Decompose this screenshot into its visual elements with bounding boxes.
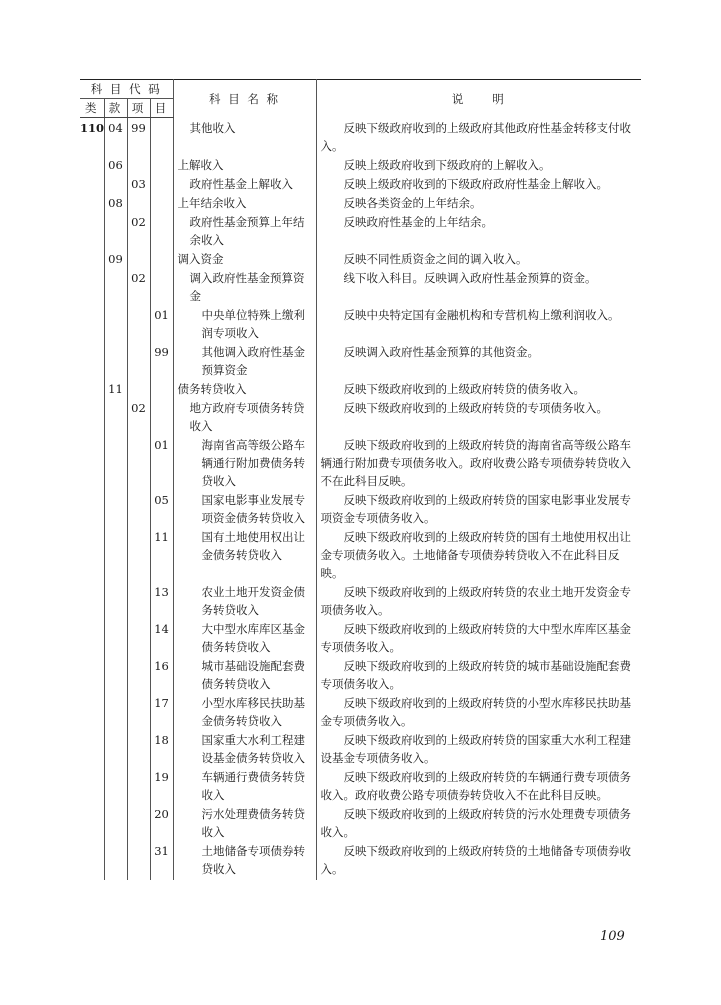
table-row xyxy=(80,490,641,527)
code-kuan xyxy=(104,268,127,305)
description-text: 反映下级政府收到的上级政府转贷的大中型水库库区基金专项债务收入。 xyxy=(320,621,632,654)
subject-description xyxy=(316,174,641,193)
header-kuan: 款 xyxy=(104,99,127,118)
code-mu: 18 xyxy=(150,730,173,767)
subject-description xyxy=(316,490,641,527)
table-row xyxy=(80,174,641,193)
header-mu: 目 xyxy=(150,99,173,118)
code-lei xyxy=(80,249,104,268)
description-text: 反映政府性基金的上年结余。 xyxy=(343,214,494,229)
code-mu: 99 xyxy=(150,342,173,379)
code-lei xyxy=(80,767,104,804)
table-row xyxy=(80,656,641,693)
subject-description xyxy=(316,435,641,490)
code-kuan xyxy=(104,435,127,490)
description-text: 反映下级政府收到的上级政府转贷的国家电影事业发展专项资金专项债务收入。 xyxy=(320,492,632,525)
subject-name: 农业土地开发资金债务转贷收入 xyxy=(173,582,316,619)
code-mu xyxy=(150,118,173,155)
description-text: 反映下级政府收到的上级政府转贷的城市基础设施配套费专项债务收入。 xyxy=(320,658,632,691)
subject-description xyxy=(316,693,641,730)
description-text: 反映调入政府性基金预算的其他资金。 xyxy=(343,344,540,359)
subject-name: 土地储备专项债券转贷收入 xyxy=(173,841,316,880)
code-kuan: 08 xyxy=(104,193,127,212)
code-lei xyxy=(80,841,104,880)
code-kuan xyxy=(104,656,127,693)
header-subject-name: 科 目 名 称 xyxy=(173,80,316,118)
table-row xyxy=(80,379,641,398)
subject-description xyxy=(316,212,641,249)
code-mu: 19 xyxy=(150,767,173,804)
code-lei xyxy=(80,174,104,193)
subject-name: 调入资金 xyxy=(173,249,316,268)
code-lei xyxy=(80,268,104,305)
subject-name: 其他调入政府性基金预算资金 xyxy=(173,342,316,379)
table-row xyxy=(80,398,641,435)
code-xiang xyxy=(127,619,150,656)
code-lei xyxy=(80,656,104,693)
description-text: 反映上级政府收到下级政府的上解收入。 xyxy=(343,157,551,172)
code-kuan xyxy=(104,490,127,527)
code-lei xyxy=(80,379,104,398)
table-row xyxy=(80,841,641,880)
subject-name: 城市基础设施配套费债务转贷收入 xyxy=(173,656,316,693)
code-lei xyxy=(80,582,104,619)
code-xiang xyxy=(127,193,150,212)
subject-description xyxy=(316,767,641,804)
code-mu xyxy=(150,193,173,212)
subject-name: 污水处理费债务转贷收入 xyxy=(173,804,316,841)
code-lei xyxy=(80,619,104,656)
subject-name: 上解收入 xyxy=(173,155,316,174)
subject-name: 国家重大水利工程建设基金债务转贷收入 xyxy=(173,730,316,767)
code-kuan xyxy=(104,527,127,582)
table-row xyxy=(80,435,641,490)
table-row xyxy=(80,212,641,249)
subject-description xyxy=(316,193,641,212)
code-xiang xyxy=(127,527,150,582)
code-kuan: 04 xyxy=(104,118,127,155)
subject-description xyxy=(316,804,641,841)
code-lei: 110 xyxy=(80,118,104,155)
table-row xyxy=(80,619,641,656)
description-text: 反映上级政府收到的下级政府政府性基金上解收入。 xyxy=(343,176,609,191)
code-mu: 31 xyxy=(150,841,173,880)
code-lei xyxy=(80,435,104,490)
subject-description xyxy=(316,118,641,155)
header-description: 说 明 xyxy=(316,80,641,118)
table-row xyxy=(80,305,641,342)
code-xiang xyxy=(127,656,150,693)
code-kuan xyxy=(104,212,127,249)
code-xiang: 03 xyxy=(127,174,150,193)
header-row-top xyxy=(80,80,641,99)
code-xiang xyxy=(127,582,150,619)
code-kuan xyxy=(104,730,127,767)
table-body xyxy=(80,118,641,880)
code-xiang xyxy=(127,342,150,379)
code-xiang xyxy=(127,490,150,527)
subject-name: 其他收入 xyxy=(173,118,316,155)
code-kuan xyxy=(104,804,127,841)
code-lei xyxy=(80,212,104,249)
code-mu xyxy=(150,268,173,305)
code-mu xyxy=(150,174,173,193)
code-lei xyxy=(80,730,104,767)
code-lei xyxy=(80,490,104,527)
subject-description xyxy=(316,398,641,435)
description-text: 线下收入科目。反映调入政府性基金预算的资金。 xyxy=(343,270,597,285)
description-text: 反映下级政府收到的上级政府其他政府性基金转移支付收入。 xyxy=(320,120,632,153)
subject-name: 大中型水库库区基金债务转贷收入 xyxy=(173,619,316,656)
subject-name: 中央单位特殊上缴利润专项收入 xyxy=(173,305,316,342)
subject-name: 地方政府专项债务转贷收入 xyxy=(173,398,316,435)
table-row xyxy=(80,767,641,804)
subject-description xyxy=(316,619,641,656)
subject-name: 政府性基金预算上年结余收入 xyxy=(173,212,316,249)
code-kuan xyxy=(104,305,127,342)
table-row xyxy=(80,730,641,767)
description-text: 反映下级政府收到的上级政府转贷的污水处理费专项债务收入。 xyxy=(320,806,632,839)
subject-description xyxy=(316,582,641,619)
code-kuan xyxy=(104,582,127,619)
subject-name: 车辆通行费债务转贷收入 xyxy=(173,767,316,804)
code-mu: 05 xyxy=(150,490,173,527)
code-lei xyxy=(80,693,104,730)
description-text: 反映下级政府收到的上级政府转贷的国有土地使用权出让金专项债务收入。土地储备专项债券转贷收入不在此科目反映。 xyxy=(320,529,632,580)
code-mu: 01 xyxy=(150,435,173,490)
subject-description xyxy=(316,249,641,268)
table-row xyxy=(80,804,641,841)
subject-code-table xyxy=(80,79,641,880)
subject-description xyxy=(316,305,641,342)
code-mu: 20 xyxy=(150,804,173,841)
subject-name: 国家电影事业发展专项资金债务转贷收入 xyxy=(173,490,316,527)
code-mu xyxy=(150,249,173,268)
code-xiang: 02 xyxy=(127,398,150,435)
table-row xyxy=(80,268,641,305)
code-mu: 14 xyxy=(150,619,173,656)
subject-name: 小型水库移民扶助基金债务转贷收入 xyxy=(173,693,316,730)
subject-name: 海南省高等级公路车辆通行附加费债务转贷收入 xyxy=(173,435,316,490)
code-xiang xyxy=(127,804,150,841)
description-text: 反映下级政府收到的上级政府转贷的车辆通行费专项债务收入。政府收费公路专项债券转贷收入不在此科目反映。 xyxy=(320,769,632,802)
description-text: 反映各类资金的上年结余。 xyxy=(343,195,482,210)
code-lei xyxy=(80,342,104,379)
table-row xyxy=(80,582,641,619)
code-xiang: 99 xyxy=(127,118,150,155)
subject-name: 政府性基金上解收入 xyxy=(173,174,316,193)
code-kuan xyxy=(104,398,127,435)
subject-description xyxy=(316,379,641,398)
code-xiang xyxy=(127,249,150,268)
code-kuan: 09 xyxy=(104,249,127,268)
code-kuan: 06 xyxy=(104,155,127,174)
header-lei: 类 xyxy=(80,99,104,118)
table-row xyxy=(80,693,641,730)
code-lei xyxy=(80,804,104,841)
code-kuan xyxy=(104,174,127,193)
code-kuan xyxy=(104,619,127,656)
table-row xyxy=(80,342,641,379)
subject-description xyxy=(316,155,641,174)
code-mu xyxy=(150,212,173,249)
code-kuan xyxy=(104,841,127,880)
description-text: 反映下级政府收到的上级政府转贷的农业土地开发资金专项债务收入。 xyxy=(320,584,632,617)
code-lei xyxy=(80,527,104,582)
code-mu xyxy=(150,155,173,174)
description-text: 反映下级政府收到的上级政府转贷的海南省高等级公路车辆通行附加费专项债务收入。政府收费公路专项债券转贷收入不在此科目反映。 xyxy=(320,437,632,488)
subject-description xyxy=(316,342,641,379)
code-xiang xyxy=(127,155,150,174)
table-row xyxy=(80,193,641,212)
code-mu: 16 xyxy=(150,656,173,693)
description-text: 反映下级政府收到的上级政府转贷的小型水库移民扶助基金专项债务收入。 xyxy=(320,695,632,728)
header-xiang: 项 xyxy=(127,99,150,118)
code-xiang xyxy=(127,305,150,342)
description-text: 反映不同性质资金之间的调入收入。 xyxy=(343,251,528,266)
code-kuan xyxy=(104,693,127,730)
code-lei xyxy=(80,305,104,342)
subject-name: 国有土地使用权出让金债务转贷收入 xyxy=(173,527,316,582)
description-text: 反映下级政府收到的上级政府转贷的债务收入。 xyxy=(343,381,586,396)
subject-name: 上年结余收入 xyxy=(173,193,316,212)
code-kuan xyxy=(104,767,127,804)
code-xiang xyxy=(127,379,150,398)
code-kuan: 11 xyxy=(104,379,127,398)
page-number: 109 xyxy=(600,929,625,944)
subject-description xyxy=(316,656,641,693)
code-lei xyxy=(80,155,104,174)
code-mu: 01 xyxy=(150,305,173,342)
code-mu xyxy=(150,398,173,435)
code-xiang xyxy=(127,841,150,880)
header-code-group: 科 目 代 码 xyxy=(80,80,173,99)
table-row xyxy=(80,527,641,582)
code-xiang xyxy=(127,435,150,490)
code-mu: 17 xyxy=(150,693,173,730)
code-kuan xyxy=(104,342,127,379)
subject-description xyxy=(316,841,641,880)
description-text: 反映下级政府收到的上级政府转贷的专项债务收入。 xyxy=(343,400,609,415)
subject-description xyxy=(316,730,641,767)
description-text: 反映下级政府收到的上级政府转贷的土地储备专项债券收入。 xyxy=(320,843,632,876)
subject-name: 债务转贷收入 xyxy=(173,379,316,398)
code-xiang: 02 xyxy=(127,268,150,305)
code-mu: 13 xyxy=(150,582,173,619)
code-xiang xyxy=(127,767,150,804)
description-text: 反映中央特定国有金融机构和专营机构上缴利润收入。 xyxy=(343,307,620,322)
code-mu: 11 xyxy=(150,527,173,582)
code-xiang xyxy=(127,693,150,730)
description-text: 反映下级政府收到的上级政府转贷的国家重大水利工程建设基金专项债务收入。 xyxy=(320,732,632,765)
subject-name: 调入政府性基金预算资金 xyxy=(173,268,316,305)
code-mu xyxy=(150,379,173,398)
table-row xyxy=(80,155,641,174)
subject-description xyxy=(316,527,641,582)
table-row xyxy=(80,249,641,268)
code-lei xyxy=(80,193,104,212)
code-xiang: 02 xyxy=(127,212,150,249)
table-row xyxy=(80,118,641,155)
code-lei xyxy=(80,398,104,435)
subject-description xyxy=(316,268,641,305)
code-xiang xyxy=(127,730,150,767)
